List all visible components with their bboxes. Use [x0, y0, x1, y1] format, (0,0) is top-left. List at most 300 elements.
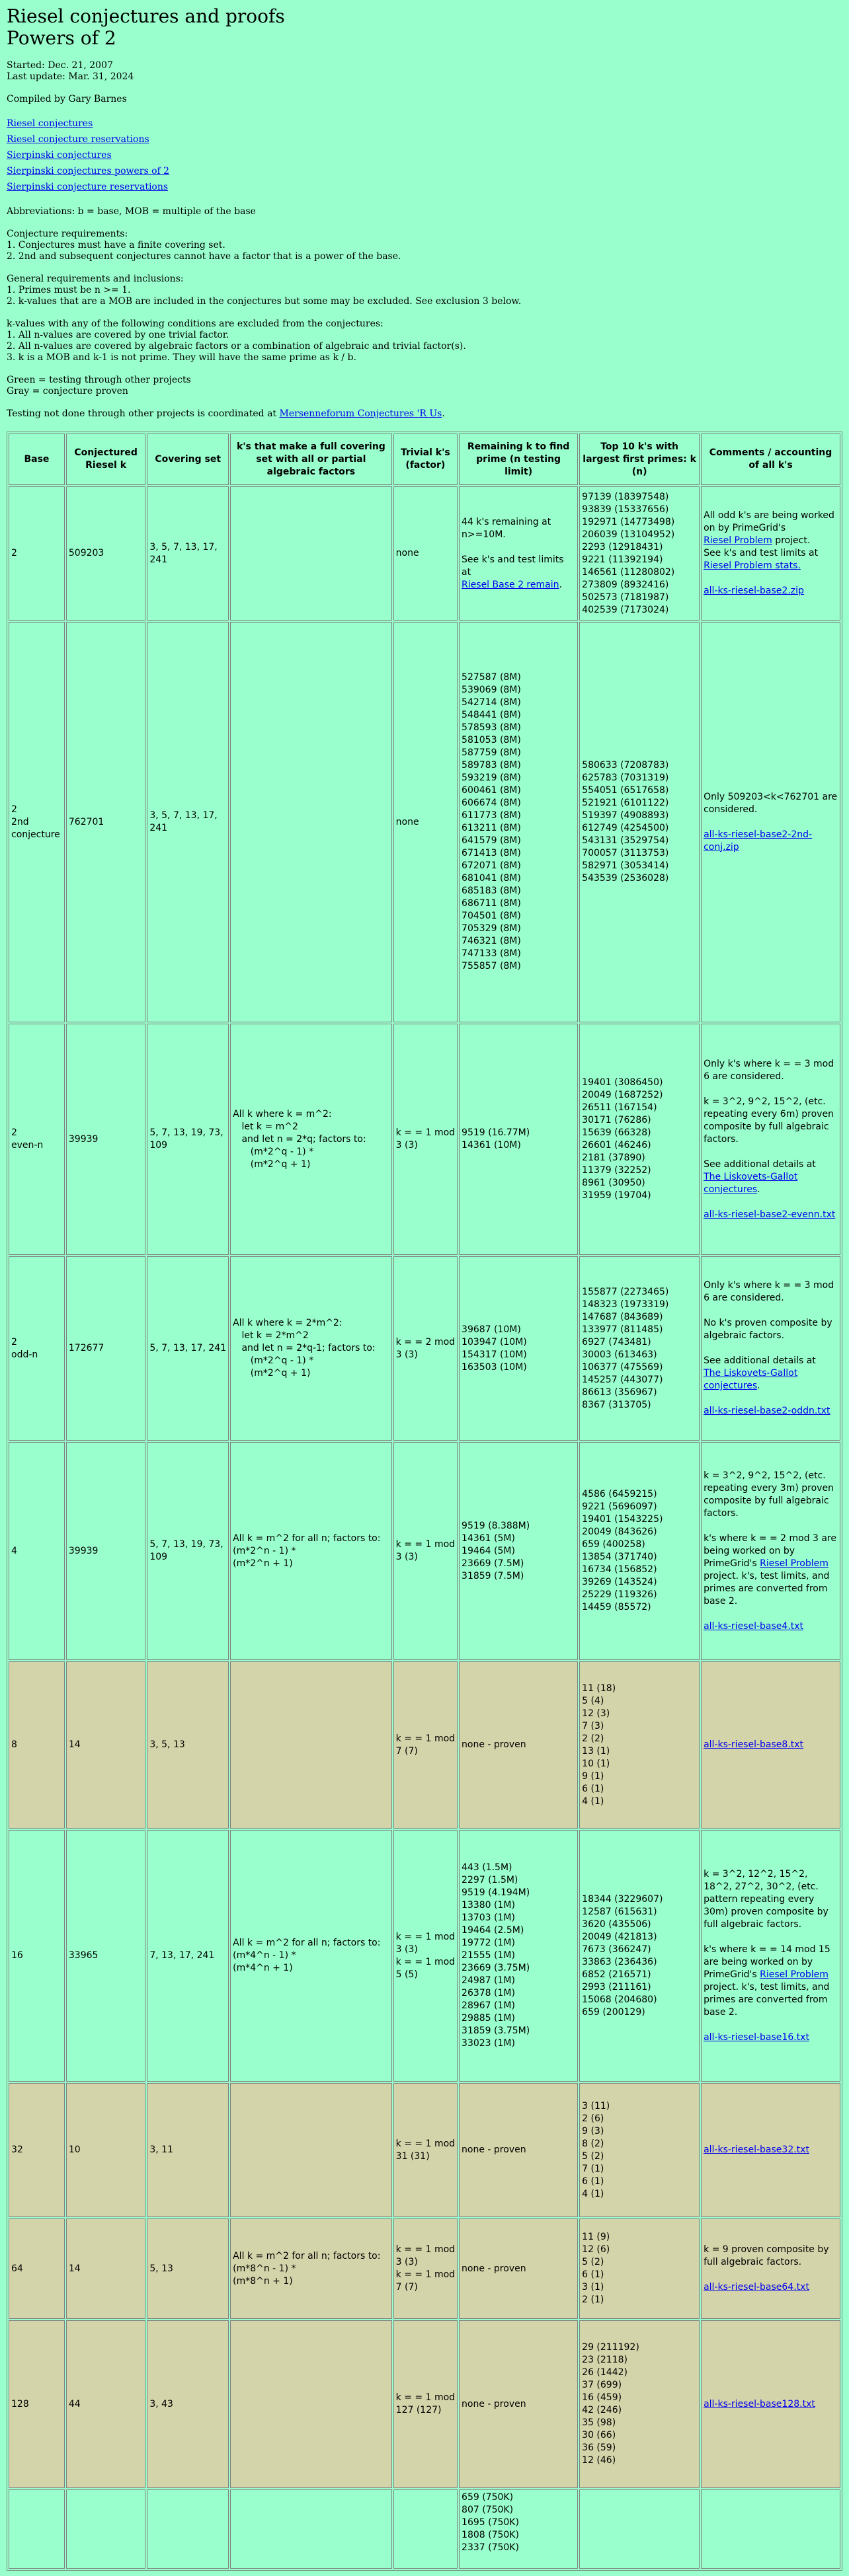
blank-line [704, 1392, 838, 1405]
cell-top10 [579, 1024, 700, 1255]
cell-line: 9 (1) [582, 1770, 604, 1782]
comment-link[interactable]: all-ks-riesel-base2-oddn.txt [704, 1406, 830, 1416]
remaining-line: 613211 (8M) [462, 823, 521, 833]
cell-line: k = = 1 mod [395, 2244, 456, 2255]
cell-line: 2nd [11, 816, 29, 827]
cell-trivial [393, 1024, 458, 1255]
remaining-line: 31859 (7.5M) [462, 1570, 524, 1581]
cell-line: let k = m^2 [233, 1121, 298, 1132]
exclusions-heading: k-values with any of the following conditions are excluded from the conjectures: [7, 319, 384, 329]
nav-links [7, 116, 842, 195]
cell-line: 4 (1) [582, 2188, 604, 2199]
cell-line: 10 (1) [582, 1758, 610, 1769]
blank-line [704, 1520, 838, 1533]
link-sierpinski-reservations[interactable]: Sierpinski conjecture reservations [7, 182, 169, 192]
cell-line: 625783 (7031319) [582, 773, 669, 783]
text: . [757, 1184, 760, 1195]
cell-line: 42 (246) [582, 2405, 622, 2415]
cell-line: k = = 1 mod [395, 1956, 456, 1967]
remaining-line: 19464 (5M) [462, 1545, 515, 1556]
remaining-line: 671413 (8M) [462, 848, 521, 858]
cell-conjectured-k: 172677 [66, 1256, 145, 1441]
cell-covering-set [147, 1661, 229, 1829]
remaining-line: 611773 (8M) [462, 810, 521, 821]
remaining-line: 39687 (10M) [462, 1324, 521, 1335]
cell-line: 3 (3) [395, 1349, 418, 1360]
text: . [757, 1381, 760, 1391]
cell-line: (m*8^n + 1) [233, 2275, 293, 2287]
cell-line: 2181 (37890) [582, 1153, 645, 1163]
remaining-line: 542714 (8M) [462, 697, 521, 708]
cell-line: k = = 1 mod [395, 1733, 456, 1744]
remaining-line: 33023 (1M) [462, 2038, 515, 2049]
cell-line: 29 (211192) [582, 2342, 639, 2353]
remaining-line: none - proven [462, 2263, 526, 2274]
comment-link[interactable]: Riesel Problem [704, 535, 772, 546]
table-row [9, 2218, 840, 2319]
remaining-line: 443 (1.5M) [462, 1862, 512, 1873]
cell-line: 2993 (211161) [582, 1981, 651, 1992]
cell-line: 241 [149, 823, 168, 833]
cell-line: 31959 (19704) [582, 1190, 651, 1201]
cell-remaining [459, 1256, 578, 1441]
remaining-line: 606674 (8M) [462, 798, 521, 808]
cell-line: 9 (3) [582, 2125, 604, 2137]
cell-line: 7 (3) [582, 1720, 604, 1731]
link-riesel-conjectures[interactable]: Riesel conjectures [7, 118, 93, 129]
comment-line [704, 585, 838, 597]
cell-algebraic [230, 2218, 392, 2319]
cell-line: (m*2^n - 1) * [233, 1545, 296, 1556]
cell-line: 145257 (443077) [582, 1374, 663, 1385]
cell-top10 [579, 2320, 700, 2488]
cell-line: 109 [149, 1552, 168, 1562]
page-title [7, 5, 842, 49]
remaining-line: 14361 (5M) [462, 1533, 515, 1544]
remaining-line: 581053 (8M) [462, 735, 521, 745]
comment-line [704, 1944, 838, 2019]
cell-line: 5, 7, 13, 19, 73, [149, 1539, 223, 1550]
cell-line: 2 (2) [582, 1733, 604, 1744]
cell-line: 31 (31) [395, 2150, 430, 2162]
remaining-line: 746321 (8M) [462, 936, 521, 946]
cell-line: 13 (1) [582, 1745, 610, 1757]
remaining-line: 755857 (8M) [462, 961, 521, 971]
cell-line: 3 (3) [395, 1944, 418, 1955]
cell-line: conjecture [11, 829, 60, 840]
comment-link[interactable]: all-ks-riesel-base8.txt [704, 1739, 804, 1750]
remaining-line: 807 (750K) [462, 2505, 514, 2515]
cell-line: 16 (459) [582, 2392, 622, 2403]
comment-line: k = 3^2, 9^2, 15^2, (etc. repeating every 6m) proven composite by full algebraic factors. [704, 1096, 834, 1145]
cell-line: All k = m^2 for all n; factors to: [233, 1533, 381, 1544]
cell-line: 8 (2) [582, 2138, 604, 2149]
comment-line [704, 829, 838, 854]
cell-line: k = = 1 mod [395, 1539, 456, 1550]
comment-line [704, 1209, 838, 1221]
cell-line: 6927 (743481) [582, 1336, 651, 1347]
header-remaining-k: Remaining k to find prime (n testing limit) [459, 434, 578, 485]
cell-line: 16 [11, 1950, 23, 1961]
comment-link[interactable]: all-ks-riesel-base4.txt [704, 1620, 804, 1632]
comment-line [704, 2281, 838, 2294]
exclusion-item: 3. k is a MOB and k-1 is not prime. They will have the same prime as k / b. [7, 352, 356, 363]
blank-line [704, 1146, 838, 1158]
comment-line [704, 2031, 838, 2044]
table-row [9, 622, 840, 1022]
remaining-link[interactable]: Riesel Base 2 remain [462, 579, 559, 590]
cell-line: 7673 (366247) [582, 1944, 651, 1955]
cell-line: 582971 (3053414) [582, 860, 669, 871]
cell-remaining [459, 622, 578, 1022]
cell-line: none [395, 548, 419, 558]
cell-line: 273809 (8932416) [582, 579, 669, 590]
remaining-line: 2337 (750K) [462, 2542, 519, 2553]
remaining-line: 589783 (8M) [462, 760, 521, 771]
comment-line [704, 560, 838, 572]
table-header-row [9, 434, 840, 485]
remaining-line: 13380 (1M) [462, 1900, 515, 1911]
cell-line: 192971 (14773498) [582, 516, 675, 527]
cell-line: 133977 (811485) [582, 1324, 663, 1335]
cell-line: 4586 (6459215) [582, 1489, 657, 1499]
table-row [9, 1256, 840, 1441]
remaining-line: 23669 (7.5M) [462, 1558, 524, 1569]
link-conjectures-r-us[interactable]: Mersenneforum Conjectures 'R Us [279, 408, 442, 419]
link-riesel-reservations[interactable]: Riesel conjecture reservations [7, 134, 149, 145]
remaining-line: 1695 (750K) [462, 2517, 519, 2528]
link-sierpinski-powers-of-2[interactable]: Sierpinski conjectures powers of 2 [7, 166, 170, 176]
cell-line: 30 (66) [582, 2430, 616, 2441]
compiled-by: Compiled by Gary Barnes [7, 94, 127, 104]
cell-line: 15068 (204680) [582, 1994, 657, 2005]
text: k's where k = = 14 mod 15 are being worked on by PrimeGrid's [704, 1944, 830, 1980]
remaining-line: 705329 (8M) [462, 923, 521, 934]
comment-link[interactable]: all-ks-riesel-base2-2nd-conj.zip [704, 829, 813, 852]
table-row [9, 486, 840, 621]
remaining-line: 24987 (1M) [462, 1975, 515, 1986]
cell-covering-set [147, 1024, 229, 1255]
cell-line: none [395, 816, 419, 827]
remaining-line: 686711 (8M) [462, 898, 521, 909]
exclusion-item: 2. All n-values are covered by algebraic factors or a combination of algebraic and trivial factor(s). [7, 341, 466, 352]
cell-algebraic [230, 486, 392, 621]
cell-line: even-n [11, 1140, 44, 1151]
cell-line: 6 (1) [582, 2176, 604, 2187]
cell-comments [701, 1661, 840, 1829]
comment-line: All odd k's are being worked on by PrimeGrid's [704, 510, 834, 533]
cell-line: 3, 5, 7, 13, 17, [149, 541, 218, 552]
cell-covering-set [147, 622, 229, 1022]
cell-base [9, 2489, 65, 2569]
title-line-1: Riesel conjectures and proofs [7, 5, 285, 27]
cell-line: 12 (3) [582, 1708, 610, 1719]
cell-base [9, 1024, 65, 1255]
cell-line: 4 [11, 1545, 17, 1556]
cell-line: 543131 (3529754) [582, 835, 669, 846]
cell-covering-set [147, 2489, 229, 2569]
cell-trivial [393, 622, 458, 1022]
cell-top10 [579, 1442, 700, 1660]
cell-line: 700057 (3113753) [582, 848, 669, 858]
cell-line: 3 (1) [582, 2282, 604, 2292]
cell-line: 6 (1) [582, 1783, 604, 1794]
cell-line: 659 (400258) [582, 1539, 645, 1550]
cell-base [9, 2083, 65, 2217]
cell-line: 2 [11, 1336, 17, 1347]
cell-line: 23 (2118) [582, 2355, 627, 2365]
cell-line: (m*2^q - 1) * [233, 1355, 314, 1366]
comment-link[interactable]: all-ks-riesel-base32.txt [704, 2144, 809, 2155]
remaining-line: 14361 (10M) [462, 1140, 521, 1151]
cell-line: 30171 (76286) [582, 1115, 651, 1125]
cell-conjectured-k: 762701 [66, 622, 145, 1022]
comment-line: See additional details at [704, 1158, 816, 1170]
cell-trivial [393, 2489, 458, 2569]
blank-line [704, 1342, 838, 1355]
cell-line: 7 (7) [395, 1745, 418, 1757]
cell-conjectured-k: 39939 [66, 1442, 145, 1660]
cell-algebraic [230, 1256, 392, 1441]
remaining-line: See k's and test limits at [462, 554, 564, 578]
comment-link[interactable]: Riesel Problem stats. [704, 560, 801, 571]
general-requirement-item: 2. k-values that are a MOB are included in the conjectures but some may be excluded. See exclusion 3 below. [7, 296, 522, 307]
remaining-line: 600461 (8M) [462, 785, 521, 796]
cell-algebraic [230, 1024, 392, 1255]
cell-line: 6852 (216571) [582, 1969, 651, 1980]
cell-line: 12 (46) [582, 2455, 616, 2466]
header-base: Base [9, 434, 65, 485]
cell-trivial [393, 1256, 458, 1441]
cell-line: 37 (699) [582, 2380, 622, 2390]
cell-line: 5 (2) [582, 2150, 604, 2162]
conjecture-requirement-item: 2. 2nd and subsequent conjectures cannot have a factor that is a power of the base. [7, 251, 401, 262]
cell-line: 659 (200129) [582, 2006, 645, 2018]
header-trivial-ks: Trivial k's (factor) [393, 434, 458, 485]
cell-remaining [459, 1024, 578, 1255]
cell-line: let k = 2*m^2 [233, 1330, 309, 1341]
cell-line: 19401 (3086450) [582, 1077, 663, 1088]
conjecture-requirement-item: 1. Conjectures must have a finite covering set. [7, 240, 225, 250]
cell-top10 [579, 1830, 700, 2082]
cell-algebraic [230, 1442, 392, 1660]
cell-line: 612749 (4254500) [582, 823, 669, 833]
cell-conjectured-k: 33965 [66, 1830, 145, 2082]
cell-line: 402539 (7173024) [582, 604, 669, 615]
cell-line: 5, 7, 13, 19, 73, [149, 1127, 223, 1138]
cell-base [9, 1661, 65, 1829]
cell-comments [701, 1256, 840, 1441]
blank-line [704, 1608, 838, 1620]
cell-line: 3 (3) [395, 1140, 418, 1151]
cell-line: 3, 11 [149, 2144, 173, 2155]
cell-line: 32 [11, 2144, 23, 2155]
cell-trivial [393, 486, 458, 621]
cell-remaining [459, 2083, 578, 2217]
remaining-line: 21555 (1M) [462, 1950, 515, 1961]
cell-covering-set [147, 1830, 229, 2082]
remaining-line: 685183 (8M) [462, 886, 521, 896]
cell-top10 [579, 622, 700, 1022]
cell-conjectured-k [66, 2489, 145, 2569]
cell-comments [701, 2218, 840, 2319]
cell-line: 146561 (11280802) [582, 566, 675, 578]
comment-link[interactable]: all-ks-riesel-base2-evenn.txt [704, 1209, 836, 1220]
cell-line: k = = 1 mod [395, 2269, 456, 2280]
cell-line: 39269 (143524) [582, 1577, 657, 1587]
cell-line: 3 (3) [395, 2257, 418, 2267]
cell-line: 20049 (843626) [582, 1527, 657, 1537]
blank-line [704, 816, 838, 829]
comment-link[interactable]: all-ks-riesel-base128.txt [704, 2398, 815, 2409]
remaining-line: 527587 (8M) [462, 672, 521, 683]
remaining-line: 578593 (8M) [462, 722, 521, 733]
comment-line [704, 2398, 838, 2411]
cell-line: 128 [11, 2398, 29, 2409]
cell-remaining [459, 1830, 578, 2082]
general-requirements [7, 274, 842, 307]
cell-line: All k = m^2 for all n; factors to: [233, 2250, 381, 2261]
cell-line: 18344 (3229607) [582, 1893, 663, 1905]
cell-line: 147687 (843689) [582, 1311, 663, 1322]
cell-line: k = = 2 mod [395, 1336, 456, 1347]
table-row [9, 2083, 840, 2217]
link-sierpinski-conjectures[interactable]: Sierpinski conjectures [7, 150, 112, 161]
cell-algebraic [230, 1661, 392, 1829]
remaining-line: 31859 (3.75M) [462, 2026, 530, 2036]
remaining-line: 28967 (1M) [462, 2000, 515, 2011]
comment-link[interactable]: all-ks-riesel-base64.txt [704, 2282, 809, 2292]
cell-line: 2 [11, 804, 17, 815]
remaining-line [462, 579, 575, 591]
cell-line: k = = 1 mod [395, 1931, 456, 1942]
text: . [559, 579, 562, 590]
remaining-line: 681041 (8M) [462, 873, 521, 884]
cell-line: 2 [11, 1127, 17, 1138]
comment-line: See k's and test limits at [704, 548, 819, 558]
cell-line: 86613 (356967) [582, 1386, 657, 1398]
cell-line: 580633 (7208783) [582, 760, 669, 771]
remaining-line: 19772 (1M) [462, 1938, 515, 1948]
remaining-line: 2297 (1.5M) [462, 1875, 518, 1885]
cell-base [9, 2218, 65, 2319]
cell-covering-set [147, 2083, 229, 2217]
dates [7, 60, 842, 83]
comment-link[interactable]: all-ks-riesel-base16.txt [704, 2031, 809, 2043]
cell-top10 [579, 1256, 700, 1441]
remaining-line: 1808 (750K) [462, 2530, 519, 2540]
cell-covering-set [147, 2320, 229, 2488]
remaining-line: 163503 (10M) [462, 1361, 527, 1373]
cell-covering-set [147, 486, 229, 621]
comment-link[interactable]: The Liskovets-Gallot conjectures [704, 1171, 798, 1195]
cell-line: 5 (2) [582, 2257, 604, 2267]
cell-trivial [393, 2320, 458, 2488]
cell-line: 15639 (66328) [582, 1127, 651, 1138]
comment-link[interactable]: all-ks-riesel-base2.zip [704, 586, 804, 596]
comment-line [704, 1533, 838, 1608]
cell-line: 8 [11, 1739, 17, 1750]
table-row [9, 1024, 840, 1255]
blank-line [704, 2269, 838, 2281]
abbreviations: Abbreviations: b = base, MOB = multiple of the base [7, 206, 256, 217]
cell-line: 5, 13 [149, 2263, 173, 2274]
blank-line [704, 1083, 838, 1096]
cell-line: 5, 7, 13, 17, 241 [149, 1343, 227, 1353]
cell-line: 5 (4) [582, 1695, 604, 1706]
comment-line: k = 3^2, 9^2, 15^2, (etc. repeating every 3m) proven composite by full algebraic factors. [704, 1470, 834, 1519]
cell-algebraic [230, 1830, 392, 2082]
cell-line: 3 (11) [582, 2100, 610, 2111]
cell-conjectured-k: 39939 [66, 1024, 145, 1255]
cell-comments [701, 2489, 840, 2569]
cell-line: k = = 1 mod [395, 2138, 456, 2149]
blank-line [704, 1305, 838, 1317]
cell-line: 7, 13, 17, 241 [149, 1950, 215, 1961]
last-update-date: Last update: Mar. 31, 2024 [7, 71, 134, 82]
remaining-line: 9519 (4.194M) [462, 1887, 530, 1898]
comment-link[interactable]: Riesel Problem [760, 1558, 829, 1569]
cell-remaining [459, 2489, 578, 2569]
comment-line: No k's proven composite by algebraic factors. [704, 1318, 832, 1341]
cell-line: 35 (98) [582, 2417, 616, 2428]
cell-comments [701, 1024, 840, 1255]
cell-comments [701, 2320, 840, 2488]
legend-green: Green = testing through other projects [7, 375, 191, 385]
cell-line: 64 [11, 2263, 23, 2274]
cell-conjectured-k: 10 [66, 2083, 145, 2217]
cell-line: 3, 5, 13 [149, 1739, 185, 1750]
comment-link[interactable]: Riesel Problem [760, 1969, 829, 1980]
comment-line [704, 1367, 838, 1392]
conjecture-requirements [7, 229, 842, 262]
testing-note [7, 408, 842, 420]
remaining-line: none - proven [462, 2398, 526, 2409]
cell-line: 9221 (11392194) [582, 554, 663, 565]
cell-top10 [579, 1661, 700, 1829]
comment-line: k = 9 proven composite by full algebraic factors. [704, 2244, 829, 2267]
comment-line: Only k's where k = = 3 mod 6 are considered. [704, 1058, 834, 1082]
cell-top10 [579, 2083, 700, 2217]
remaining-line: 539069 (8M) [462, 685, 521, 695]
remaining-line: 641579 (8M) [462, 835, 521, 846]
cell-line: 26601 (46246) [582, 1140, 651, 1151]
title-line-2: Powers of 2 [7, 27, 116, 49]
cell-algebraic [230, 2083, 392, 2217]
text: k's where k = = 2 mod 3 are being worked on by PrimeGrid's [704, 1533, 837, 1569]
comment-line [704, 1620, 838, 1633]
cell-base [9, 486, 65, 621]
blank-line [704, 1196, 838, 1209]
remaining-line: 704501 (8M) [462, 911, 521, 921]
comment-link[interactable]: The Liskovets-Gallot conjectures [704, 1368, 798, 1391]
legend-gray: Gray = conjecture proven [7, 386, 128, 397]
conjecture-requirements-heading: Conjecture requirements: [7, 229, 128, 239]
blank-line [704, 1931, 838, 1944]
blank-line [704, 2019, 838, 2031]
cell-line: 2293 (12918431) [582, 541, 663, 552]
cell-line: (m*2^n + 1) [233, 1558, 293, 1569]
exclusions [7, 319, 842, 363]
remaining-line: 9519 (8.388M) [462, 1520, 530, 1531]
cell-remaining [459, 2320, 578, 2488]
cell-comments [701, 1830, 840, 2082]
cell-line: 543539 (2536028) [582, 873, 669, 884]
cell-line: k = = 1 mod [395, 1127, 456, 1138]
cell-line: 7 (7) [395, 2282, 418, 2292]
remaining-line: 9519 (16.77M) [462, 1127, 530, 1138]
general-requirement-item: 1. Primes must be n >= 1. [7, 285, 131, 295]
